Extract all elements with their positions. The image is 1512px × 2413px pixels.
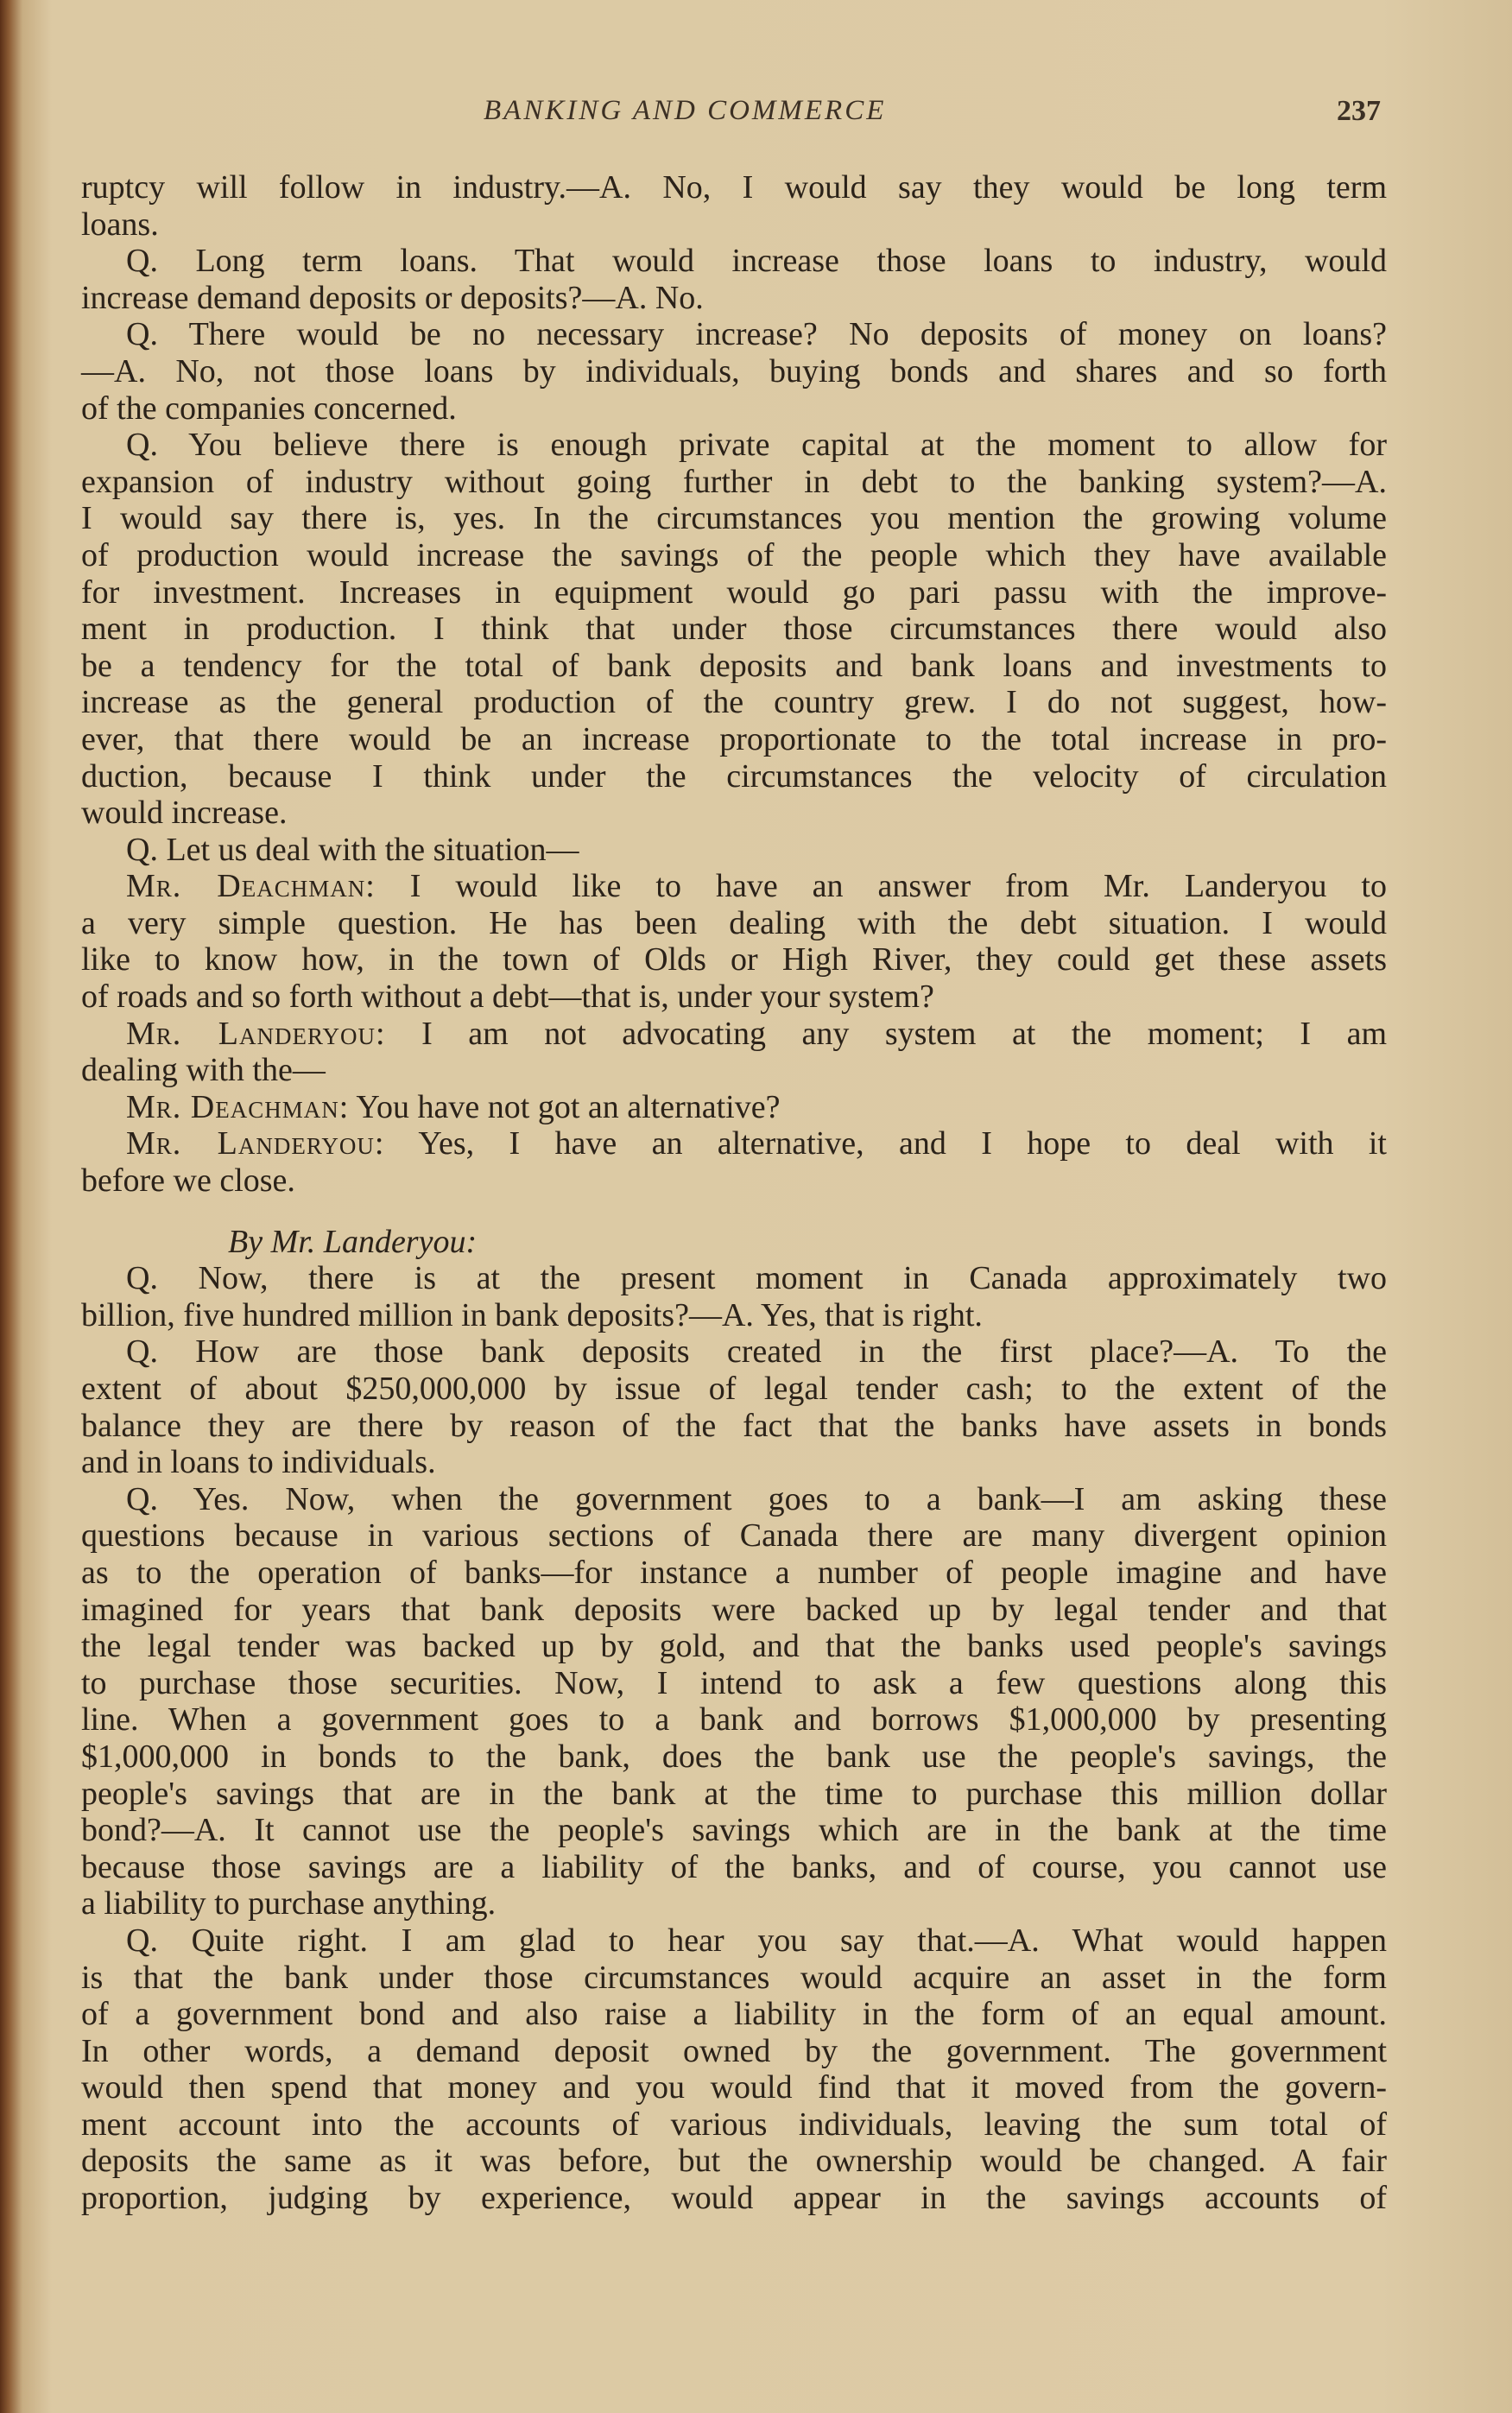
text-line <box>81 353 1387 390</box>
paragraph <box>81 1333 1387 1480</box>
line-text: loans. <box>81 206 159 243</box>
line-text: imagined for years that bank deposits were backed up by legal tender and that <box>81 1591 1387 1628</box>
line-text: and in loans to individuals. <box>81 1444 436 1481</box>
text-line <box>81 1849 1387 1886</box>
text-line <box>81 1260 1387 1297</box>
line-text: of a government bond and also raise a liability in the form of an equal amount. <box>81 1996 1387 2033</box>
section-gap <box>81 1200 1387 1224</box>
text-line <box>81 390 1387 428</box>
line-text: be a tendency for the total of bank deposits and bank loans and investments to <box>81 647 1387 684</box>
paragraph <box>81 1922 1387 2217</box>
text-line <box>81 1408 1387 1445</box>
line-text: line. When a government goes to a bank and borrows $1,000,000 by presenting <box>81 1701 1387 1738</box>
text-line <box>81 1665 1387 1702</box>
text-line <box>81 1812 1387 1849</box>
speaker-name: Mr. Deachman: <box>126 868 376 905</box>
line-text: In other words, a demand deposit owned by the government. The government <box>81 2032 1387 2069</box>
section-heading: By Mr. Landeryou: <box>228 1223 478 1260</box>
text-line <box>81 868 1387 905</box>
line-text: Q. How are those bank deposits created in the first place?—A. To the <box>126 1333 1387 1371</box>
paragraph <box>81 427 1387 832</box>
text-line <box>81 574 1387 611</box>
line-text: Q. There would be no necessary increase? No deposits of money on loans? <box>126 316 1387 353</box>
text-line <box>81 1517 1387 1555</box>
line-text: —A. No, not those loans by individuals, buying bonds and shares and so forth <box>81 352 1387 390</box>
line-text: extent of about $250,000,000 by issue of legal tender cash; to the extent of the <box>81 1371 1387 1407</box>
text-line <box>81 316 1387 353</box>
text-line <box>81 2069 1387 2106</box>
line-text: duction, because I think under the circumstances the velocity of circulation <box>81 757 1387 795</box>
text-line <box>81 1996 1387 2033</box>
text-line <box>81 500 1387 537</box>
text-line <box>81 1628 1387 1665</box>
line-text: Q. You believe there is enough private capital at the moment to allow for <box>126 427 1387 464</box>
line-text: ment in production. I think that under those circumstances there would also <box>81 611 1387 648</box>
line-text: Q. Let us deal with the situation— <box>126 831 579 868</box>
line-text: proportion, judging by experience, would appear in the savings accounts of <box>81 2180 1387 2217</box>
text-line <box>81 832 1387 869</box>
line-text: Q. Yes. Now, when the government goes to a bank—I am asking these <box>126 1480 1387 1517</box>
line-text: is that the bank under those circumstances would acquire an asset in the form <box>81 1959 1387 1996</box>
page-header <box>0 90 1512 142</box>
text-line <box>81 1555 1387 1592</box>
text-line <box>81 1089 1387 1126</box>
paragraph <box>81 1125 1387 1199</box>
text-line <box>81 427 1387 464</box>
text-line <box>81 243 1387 280</box>
paragraph <box>81 1481 1387 1922</box>
line-text: of the companies concerned. <box>81 390 457 427</box>
line-text: ment account into the accounts of various individuals, leaving the sum total of <box>81 2106 1387 2143</box>
line-text: $1,000,000 in bonds to the bank, does the bank use the people's savings, the <box>81 1738 1387 1775</box>
text-line <box>81 648 1387 685</box>
text-line <box>81 795 1387 832</box>
text-line <box>81 1592 1387 1629</box>
paragraph <box>81 1016 1387 1089</box>
line-text: You have not got an alternative? <box>349 1088 781 1125</box>
text-line <box>81 611 1387 648</box>
text-line <box>81 941 1387 978</box>
line-text: Q. Now, there is at the present moment in Canada approximately two <box>126 1260 1387 1297</box>
text-line <box>81 1960 1387 1997</box>
paragraph <box>81 169 1387 243</box>
text-line <box>81 684 1387 721</box>
text-line <box>81 537 1387 574</box>
text-line <box>81 2143 1387 2180</box>
speaker-name: Mr. Deachman: <box>126 1088 350 1125</box>
speaker-name: Mr. Landeryou: <box>126 1015 386 1052</box>
paragraph <box>81 316 1387 427</box>
text-line <box>81 1162 1387 1200</box>
text-line <box>81 206 1387 244</box>
line-text: dealing with the— <box>81 1052 326 1089</box>
text-line <box>81 1481 1387 1518</box>
line-text: bond?—A. It cannot use the people's savings which are in the bank at the time <box>81 1812 1387 1849</box>
paragraph <box>81 832 1387 869</box>
line-text: would then spend that money and you would find that it moved from the govern- <box>81 2069 1387 2106</box>
line-text: would increase. <box>81 795 288 832</box>
line-text: to purchase those securities. Now, I intend to ask a few questions along this <box>81 1664 1387 1701</box>
line-text: ruptcy will follow in industry.—A. No, I would say they would be long term <box>81 169 1387 206</box>
text-line <box>81 2106 1387 2144</box>
line-text: Q. Long term loans. That would increase those loans to industry, would <box>126 243 1387 280</box>
text-line <box>81 2180 1387 2217</box>
text-line <box>81 1922 1387 1960</box>
body-text <box>81 169 1387 2217</box>
paragraph <box>81 1089 1387 1126</box>
line-text: of roads and so forth without a debt—that is, under your system? <box>81 978 934 1016</box>
line-text: balance they are there by reason of the fact that the banks have assets in bonds <box>81 1407 1387 1444</box>
line-text: people's savings that are in the bank at the time to purchase this million dollar <box>81 1775 1387 1812</box>
text-line <box>81 1297 1387 1334</box>
text-line <box>81 1333 1387 1371</box>
text-line <box>81 1052 1387 1089</box>
text-line <box>81 1016 1387 1053</box>
line-text: Q. Quite right. I am glad to hear you say that.—A. What would happen <box>126 1922 1387 1959</box>
text-line <box>81 905 1387 942</box>
running-title: BANKING AND COMMERCE <box>484 95 887 126</box>
text-line <box>81 1125 1387 1162</box>
text-line <box>81 2033 1387 2070</box>
line-text: I am not advocating any system at the moment; I am <box>385 1015 1388 1052</box>
paragraph <box>81 868 1387 1015</box>
text-line <box>81 280 1387 317</box>
text-line <box>81 1885 1387 1922</box>
line-text: for investment. Increases in equipment would go pari passu with the improve- <box>81 573 1387 611</box>
page-number: 237 <box>1337 95 1381 127</box>
line-text: of production would increase the savings of the people which they have available <box>81 536 1387 573</box>
paragraph <box>81 243 1387 316</box>
line-text: expansion of industry without going further in debt to the banking system?—A. <box>81 463 1387 500</box>
text-line <box>81 1371 1387 1408</box>
line-text: deposits the same as it was before, but the ownership would be changed. A fair <box>81 2143 1387 2180</box>
text-line <box>81 1444 1387 1481</box>
line-text: increase as the general production of the country grew. I do not suggest, how- <box>81 684 1387 721</box>
paragraph <box>81 1260 1387 1333</box>
speaker-name: Mr. Landeryou: <box>126 1125 385 1162</box>
line-text: Yes, I have an alternative, and I hope to deal with it <box>384 1125 1387 1162</box>
text-line <box>81 464 1387 501</box>
line-text: I would like to have an answer from Mr. Landeryou to <box>375 868 1387 905</box>
line-text: as to the operation of banks—for instance a number of people imagine and have <box>81 1554 1387 1591</box>
line-text: a liability to purchase anything. <box>81 1885 497 1922</box>
text-line <box>81 169 1387 206</box>
text-line <box>81 1776 1387 1813</box>
line-text: increase demand deposits or deposits?—A. No. <box>81 279 704 316</box>
text-line <box>81 758 1387 795</box>
text-line <box>81 1738 1387 1776</box>
line-text: questions because in various sections of Canada there are many divergent opinion <box>81 1517 1387 1555</box>
line-text: billion, five hundred million in bank deposits?—A. Yes, that is right. <box>81 1296 983 1333</box>
text-line <box>81 978 1387 1016</box>
line-text: I would say there is, yes. In the circumstances you mention the growing volume <box>81 500 1387 537</box>
text-line <box>81 721 1387 758</box>
line-text: ever, that there would be an increase proportionate to the total increase in pro- <box>81 720 1387 757</box>
line-text: because those savings are a liability of the banks, and of course, you cannot use <box>81 1848 1387 1885</box>
line-text: like to know how, in the town of Olds or High River, they could get these assets <box>81 941 1387 978</box>
text-line <box>81 1701 1387 1738</box>
line-text: before we close. <box>81 1162 295 1200</box>
line-text: the legal tender was backed up by gold, and that the banks used people's savings <box>81 1628 1387 1665</box>
line-text: a very simple question. He has been dealing with the debt situation. I would <box>81 904 1387 941</box>
